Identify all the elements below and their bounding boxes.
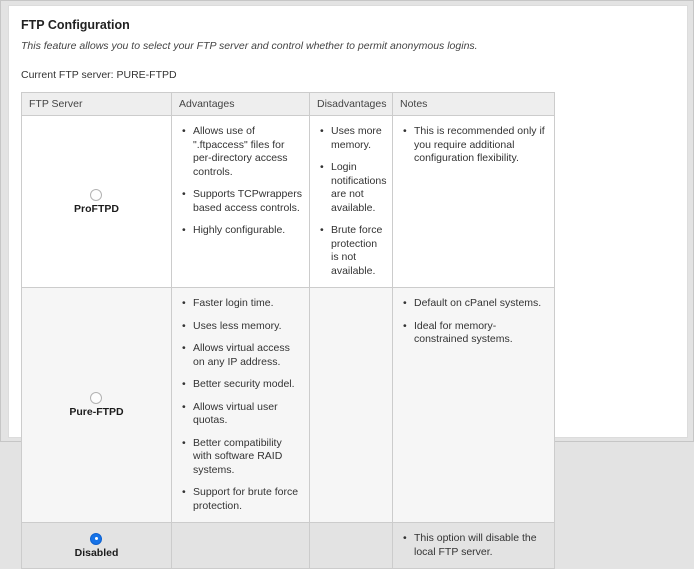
bullet-item: • Uses more memory. <box>320 125 385 152</box>
column-header-disadvantages: Disadvantages <box>310 93 393 116</box>
notes-list-pureftpd <box>400 297 547 347</box>
server-cell-pureftpd <box>22 288 172 523</box>
advantages-cell-proftpd <box>172 116 310 288</box>
server-cell-disabled <box>22 523 172 569</box>
ftp-server-table <box>21 92 555 569</box>
notes-cell-proftpd <box>393 116 555 288</box>
notes-list-disabled <box>400 532 547 559</box>
server-label-disabled: Disabled <box>74 546 119 559</box>
radio-disabled[interactable] <box>90 533 102 545</box>
current-server-value: PURE-FTPD <box>116 69 177 81</box>
bullet-item: • Uses less memory. <box>182 320 302 334</box>
server-label-proftpd: ProFTPD <box>74 202 119 215</box>
bullet-item: • Login notifications are not available. <box>320 161 385 215</box>
bullet-item: • Support for brute force protection. <box>182 486 302 513</box>
column-header-advantages: Advantages <box>172 93 310 116</box>
bullet-item: • Faster login time. <box>182 297 302 311</box>
current-server-line <box>21 69 675 81</box>
bullet-item: • This option will disable the local FTP server. <box>403 532 547 559</box>
column-header-ftp-server: FTP Server <box>22 93 172 116</box>
notes-cell-pureftpd <box>393 288 555 523</box>
table-row-proftpd <box>22 116 555 288</box>
bullet-item: • Allows virtual access on any IP address. <box>182 342 302 369</box>
server-cell-proftpd <box>22 116 172 288</box>
bullet-item: • Brute force protection is not available. <box>320 224 385 278</box>
bullet-item: • Allows virtual user quotas. <box>182 401 302 428</box>
advantages-cell-disabled <box>172 523 310 569</box>
table-row-disabled <box>22 523 555 569</box>
disadvantages-cell-pureftpd <box>310 288 393 523</box>
server-choice-pureftpd <box>69 392 123 418</box>
server-label-pureftpd: Pure-FTPD <box>69 406 124 418</box>
advantages-list-proftpd <box>179 125 302 238</box>
notes-cell-disabled <box>393 523 555 569</box>
notes-list-proftpd <box>400 125 547 166</box>
bullet-item: • Default on cPanel systems. <box>403 297 547 311</box>
table-header-row <box>22 93 555 116</box>
bullet-item: • Supports TCPwrappers based access controls. <box>182 188 302 215</box>
radio-pureftpd[interactable] <box>90 392 102 404</box>
server-choice-proftpd <box>74 189 119 215</box>
advantages-list-pureftpd <box>179 297 302 513</box>
bullet-item: • Highly configurable. <box>182 224 302 238</box>
bullet-item: • Better security model. <box>182 378 302 392</box>
disadvantages-list-proftpd <box>317 125 385 278</box>
current-server-label: Current FTP server: <box>21 69 114 81</box>
bullet-item: • Ideal for memory-constrained systems. <box>403 320 547 347</box>
ftp-configuration-panel <box>8 5 688 559</box>
column-header-notes: Notes <box>393 93 555 116</box>
bullet-item: • Allows use of ".ftpaccess" files for per-directory access controls. <box>182 125 302 179</box>
page-description: This feature allows you to select your FTP server and control whether to permit anonymous logins. <box>21 40 478 52</box>
radio-proftpd[interactable] <box>90 189 102 201</box>
advantages-cell-pureftpd <box>172 288 310 523</box>
disadvantages-cell-disabled <box>310 523 393 569</box>
table-row-pureftpd <box>22 288 555 523</box>
bullet-item: • Better compatibility with software RAID systems. <box>182 437 302 478</box>
page-title: FTP Configuration <box>21 18 130 32</box>
disadvantages-cell-proftpd <box>310 116 393 288</box>
bullet-item: • This is recommended only if you require additional configuration flexibility. <box>403 125 547 166</box>
server-choice-disabled <box>75 533 119 559</box>
